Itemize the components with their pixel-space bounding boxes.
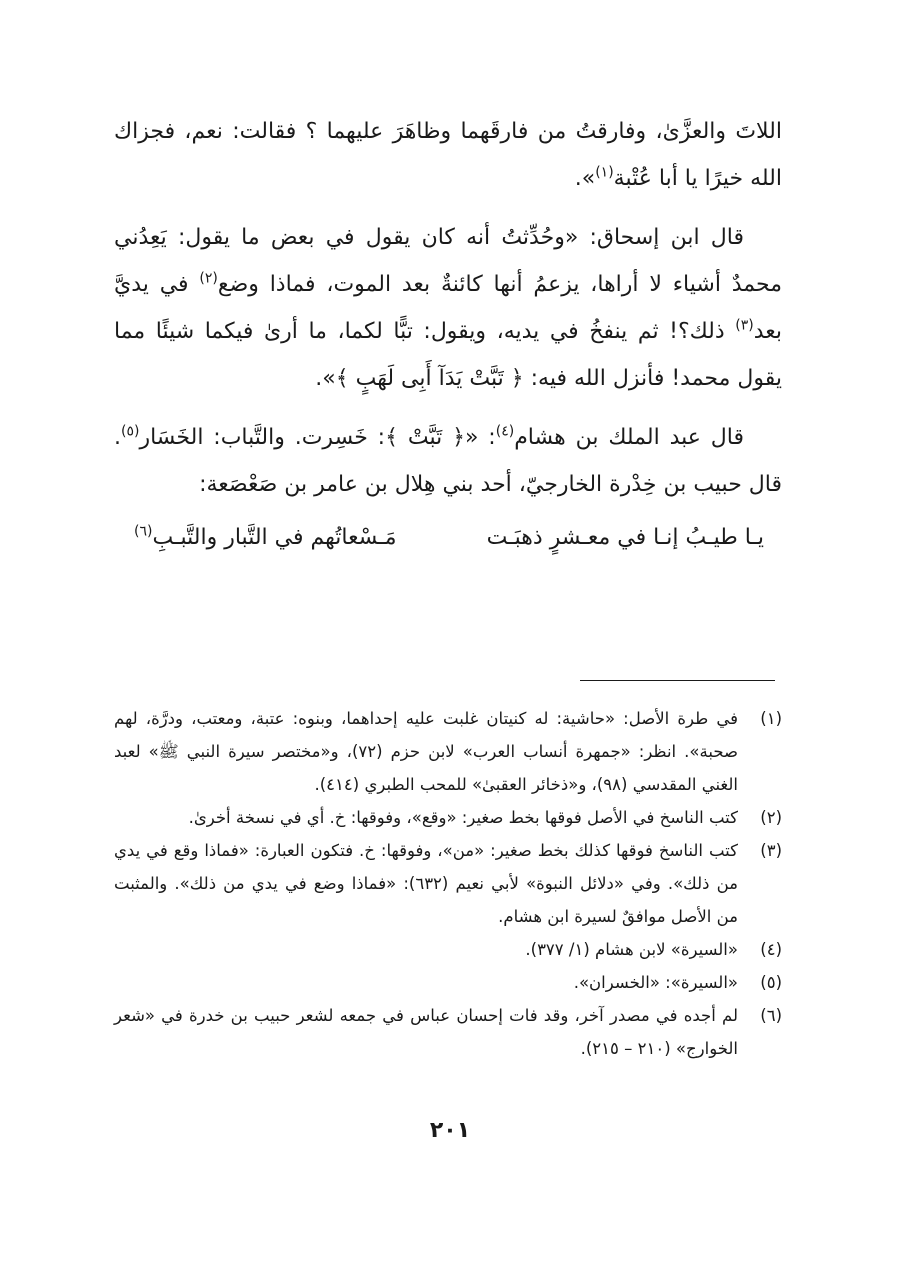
footnote-number: (١)	[760, 709, 782, 728]
footnote-ref-6: (٦)	[134, 523, 153, 540]
paragraph-3-part-a: قال عبد الملك بن هشام	[514, 425, 744, 450]
footnote-ref-2: (٢)	[199, 270, 218, 287]
paragraph-3-part-b: : «﴿ تَبَّتْ ﴾: خَسِرت. والتَّباب: الخَسَار	[139, 425, 496, 450]
footnote-number: (٤)	[760, 940, 782, 959]
paragraph-1	[114, 108, 782, 202]
footnotes-block	[114, 702, 782, 1065]
footnote-number: (٥)	[760, 973, 782, 992]
footnote-text: لم أجده في مصدر آخر، وقد فات إحسان عباس في جمعه لشعر حبيب بن خدرة في «شعر الخوارج» (٢١٠ – ٢١٥).	[114, 1006, 738, 1058]
poem-verse	[114, 514, 782, 561]
footnote-text: «السيرة» لابن هشام (١/ ٣٧٧).	[525, 940, 738, 959]
footnote-ref-3: (٣)	[735, 317, 754, 334]
footnote-text: كتب الناسخ فوقها كذلك بخط صغير: «من»، وفوقها: خ. فتكون العبارة: «فماذا وقع في يدي من ذلك». وفي «دلائل النبوة» لأبي نعيم (٦٣٢): «فماذا وضع في يدي من ذلك». والمثبت من الأصل موافقٌ لسيرة ابن هشام.	[114, 841, 738, 926]
footnote-item	[114, 801, 782, 834]
paragraph-2-part-c: ذلك؟! ثم ينفخُ في يديه، ويقول: تبًّا لكما، ما أرىٰ فيكما شيئًا مما يقول محمد! فأنزل الله فيه: ﴿ تَبَّتْ يَدَآ أَبِى لَهَبٍ ﴾».	[114, 319, 782, 391]
footnote-number: (٢)	[760, 808, 782, 827]
footnote-item	[114, 999, 782, 1065]
paragraph-2-part-b: في يديَّ بعد	[114, 272, 782, 344]
paragraph-1-text: اللاتَ والعزَّىٰ، وفارقتُ من فارقَهما وظاهَرَ عليهما ؟ فقالت: نعم، فجزاك الله خيرًا يا أبا عُتْبة	[114, 119, 782, 191]
footnote-divider	[580, 680, 775, 681]
paragraph-1-tail: ».	[574, 166, 596, 191]
footnote-item	[114, 834, 782, 933]
paragraph-2-part-a: قال ابن إسحاق: «وحُدِّثتُ أنه كان يقول في بعض ما يقول: يَعِدُني محمدٌ أشياء لا أراها، يزعمُ أنها كائنةٌ بعد الموت، فماذا وضع	[114, 225, 783, 297]
footnote-number: (٣)	[760, 841, 782, 860]
footnote-ref-1: (١)	[595, 164, 614, 181]
verse-first-hemistich: يـا طيـبُ إنـا في معـشرٍ ذهبَـت	[486, 525, 764, 550]
footnote-text: «السيرة»: «الخسران».	[573, 973, 738, 992]
page-number: ٢٠١	[429, 1118, 471, 1143]
paragraph-3-part-c: . قال حبيب بن خِدْرة الخارجيّ، أحد بني هِلال بن عامر بن صَعْصَعة:	[114, 425, 782, 497]
footnote-item	[114, 933, 782, 966]
footnote-item	[114, 966, 782, 999]
footnote-ref-4: (٤)	[495, 423, 515, 440]
paragraph-3	[114, 414, 782, 508]
footnote-text: كتب الناسخ في الأصل فوقها بخط صغير: «وقع»، وفوقها: خ. أي في نسخة أخرىٰ.	[188, 808, 738, 827]
footnote-ref-5: (٥)	[121, 423, 140, 440]
verse-second-hemistich-wrap	[134, 514, 397, 561]
footnote-text: في طرة الأصل: «حاشية: له كنيتان غلبت عليه إحداهما، وبنوه: عتبة، ومعتب، ودرَّة، لهم صحبة». انظر: «جمهرة أنساب العرب» لابن حزم (٧٢)، و«مختصر سيرة النبي ﷺ» لعبد الغني المقدسي (٩٨)، و«ذخائر العقبىٰ» للمحب الطبري (٤١٤).	[114, 709, 738, 794]
main-text-block	[114, 108, 782, 561]
footnote-item	[114, 702, 782, 801]
verse-second-hemistich: مَـسْعاتُهم في التَّبار والتَّبـبِ	[152, 525, 397, 550]
paragraph-2	[114, 214, 782, 402]
footnote-number: (٦)	[760, 1006, 782, 1025]
